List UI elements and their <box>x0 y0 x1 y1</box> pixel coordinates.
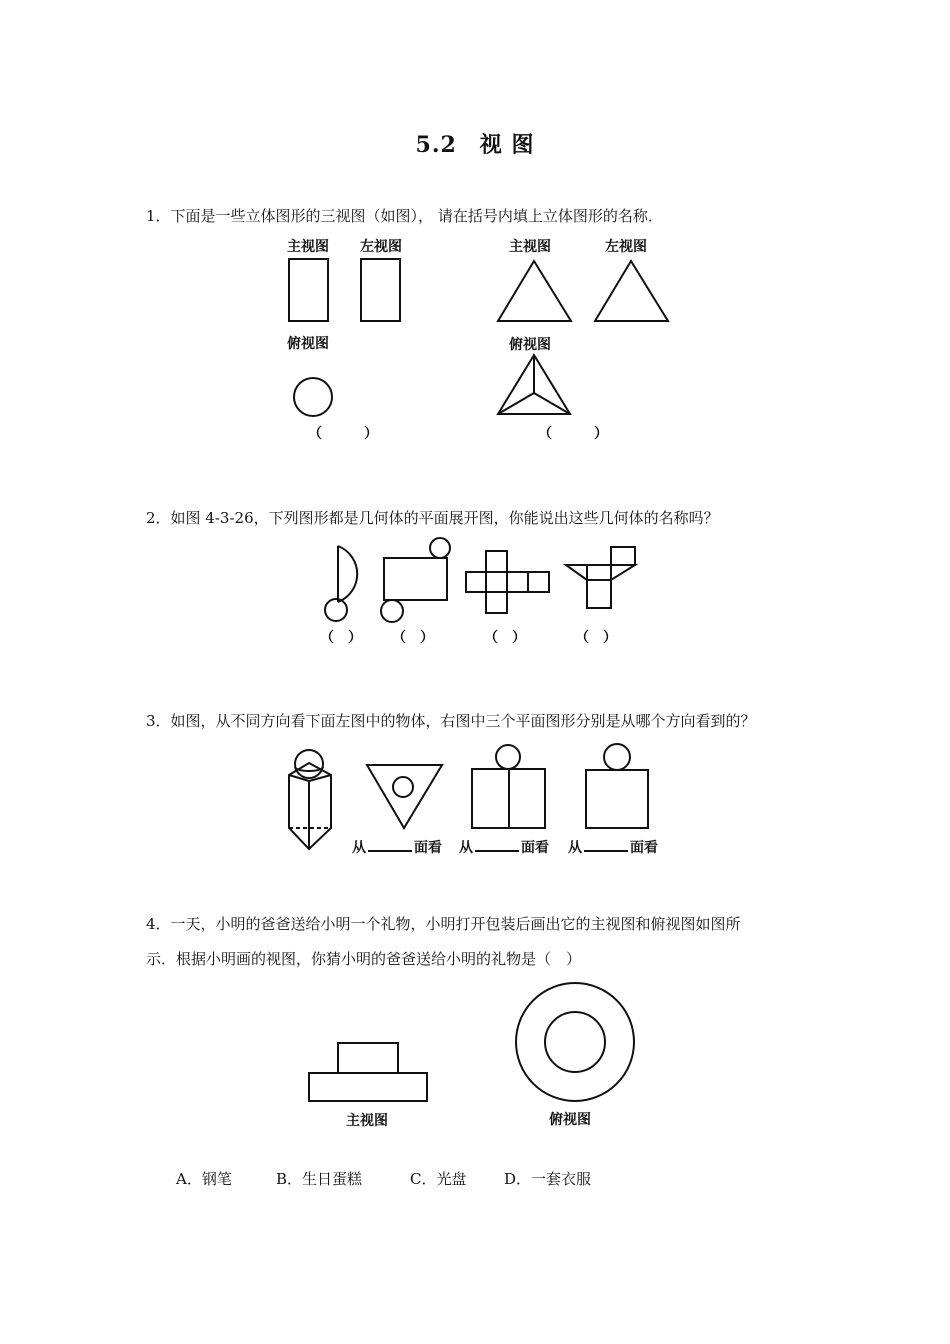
q4-option-b[interactable]: B．生日蛋糕 <box>276 1170 363 1188</box>
q2-answer-paren-3: （ ） <box>484 630 526 646</box>
q4-top-view-inner-circle <box>545 1012 605 1072</box>
q1-left-view-label-b: 左视图 <box>605 239 647 255</box>
q4-top-view-label: 俯视图 <box>549 1112 591 1128</box>
q3-look-label: 面看 <box>521 840 549 856</box>
q4-front-view-base <box>309 1073 427 1101</box>
q2-cube-top-face <box>486 551 507 572</box>
q3-view-3-rect <box>586 770 648 828</box>
q2-cone-sector <box>338 546 357 602</box>
q2-prism-top-face <box>611 547 635 565</box>
q1-cylinder-top-view <box>294 378 332 416</box>
q2-prism-triangle-left <box>566 565 587 580</box>
q3-top-view-circle <box>393 777 413 797</box>
q4-front-view-label: 主视图 <box>346 1113 388 1129</box>
q4-option-c[interactable]: C．光盘 <box>410 1170 467 1188</box>
question-2-text: 2．如图 4-3-26，下列图形都是几何体的平面展开图，你能说出这些几何体的名称吗？ <box>146 509 719 527</box>
q1-pyramid-front-view <box>498 261 571 321</box>
q1-cylinder-left-view <box>361 259 400 321</box>
q3-view-2-circle <box>496 745 520 769</box>
q2-cube-bottom-face <box>486 592 507 613</box>
q2-answer-paren-2: （ ） <box>392 630 434 646</box>
q4-option-d[interactable]: D．一套衣服 <box>504 1170 592 1188</box>
q3-from-label: 从 <box>568 840 582 856</box>
q4-front-view-top-box <box>338 1043 398 1073</box>
q1-top-view-label-a: 俯视图 <box>287 336 329 352</box>
q4-option-a[interactable]: A．钢笔 <box>176 1170 232 1188</box>
question-4-text-line-1: 4．一天，小明的爸爸送给小明一个礼物，小明打开包装后画出它的主视图和俯视图如图所 <box>146 915 741 933</box>
q1-answer-paren-b: （ ） <box>538 426 608 442</box>
q2-cone-base <box>325 599 347 621</box>
q3-look-label: 面看 <box>630 840 658 856</box>
q3-from-label: 从 <box>459 840 473 856</box>
q2-answer-paren-1: （ ） <box>320 630 362 646</box>
q1-top-view-label-b: 俯视图 <box>509 337 551 353</box>
q3-look-label: 面看 <box>414 840 442 856</box>
question-1-text: 1．下面是一些立体图形的三视图（如图）， 请在括号内填上立体图形的名称． <box>146 207 663 225</box>
q2-prism-triangle-right <box>611 565 635 580</box>
q1-answer-paren-a: （ ） <box>308 426 378 442</box>
q1-front-view-label-a: 主视图 <box>287 239 329 255</box>
page-title: 5.2 视 图 <box>415 132 535 158</box>
q3-from-label: 从 <box>352 840 366 856</box>
q1-pyramid-left-view <box>595 261 668 321</box>
q1-left-view-label-a: 左视图 <box>360 239 402 255</box>
question-4-text-line-2: 示．根据小明画的视图，你猜小明的爸爸送给小明的礼物是（ ） <box>146 950 582 968</box>
q2-cylinder-bottom <box>381 600 403 622</box>
q3-view-3-circle <box>604 744 630 770</box>
q2-cylinder-top <box>430 538 450 558</box>
q1-cylinder-front-view <box>289 259 328 321</box>
q4-top-view-outer-circle <box>516 983 634 1101</box>
q1-front-view-label-b: 主视图 <box>509 239 551 255</box>
q2-prism-faces <box>587 565 611 608</box>
q2-cylinder-side <box>384 558 447 600</box>
q2-answer-paren-4: （ ） <box>575 630 617 646</box>
question-3-text: 3．如图，从不同方向看下面左图中的物体，右图中三个平面图形分别是从哪个方向看到的？ <box>146 712 756 730</box>
